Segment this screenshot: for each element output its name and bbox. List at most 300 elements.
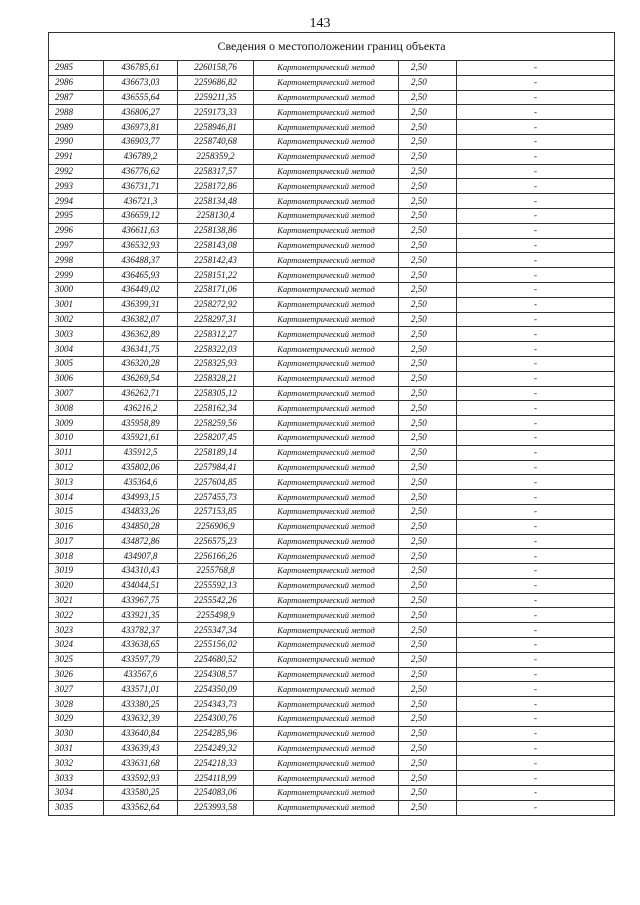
- cell-coordinate-x: 436262,71: [104, 386, 178, 401]
- cell-description: -: [457, 356, 615, 371]
- cell-coordinate-y: 2254350,09: [178, 682, 254, 697]
- cell-method: Картометрический метод: [254, 194, 399, 209]
- cell-description: -: [457, 667, 615, 682]
- cell-coordinate-y: 2257153,85: [178, 504, 254, 519]
- cell-coordinate-x: 433567,6: [104, 667, 178, 682]
- table-row: [49, 149, 615, 164]
- cell-precision: 2,50: [399, 297, 457, 312]
- cell-coordinate-x: 436465,93: [104, 268, 178, 283]
- table-row: [49, 756, 615, 771]
- cell-method: Картометрический метод: [254, 416, 399, 431]
- cell-coordinate-x: 436532,93: [104, 238, 178, 253]
- cell-precision: 2,50: [399, 90, 457, 105]
- cell-coordinate-y: 2254343,73: [178, 697, 254, 712]
- cell-coordinate-x: 434044,51: [104, 578, 178, 593]
- table-row: [49, 682, 615, 697]
- cell-method: Картометрический метод: [254, 149, 399, 164]
- cell-coordinate-x: 436785,61: [104, 61, 178, 76]
- cell-coordinate-x: 436399,31: [104, 297, 178, 312]
- cell-method: Картометрический метод: [254, 682, 399, 697]
- cell-coordinate-y: 2258171,06: [178, 282, 254, 297]
- cell-coordinate-y: 2256575,23: [178, 534, 254, 549]
- cell-point-number: 3008: [49, 401, 104, 416]
- cell-method: Картометрический метод: [254, 652, 399, 667]
- cell-coordinate-y: 2258305,12: [178, 386, 254, 401]
- table-row: [49, 504, 615, 519]
- cell-method: Картометрический метод: [254, 75, 399, 90]
- cell-coordinate-x: 436362,89: [104, 327, 178, 342]
- cell-coordinate-x: 436449,02: [104, 282, 178, 297]
- table-row: [49, 194, 615, 209]
- cell-point-number: 2986: [49, 75, 104, 90]
- cell-point-number: 3023: [49, 623, 104, 638]
- cell-point-number: 3019: [49, 564, 104, 579]
- cell-method: Картометрический метод: [254, 268, 399, 283]
- cell-method: Картометрический метод: [254, 534, 399, 549]
- cell-precision: 2,50: [399, 327, 457, 342]
- cell-description: -: [457, 460, 615, 475]
- cell-coordinate-x: 433571,01: [104, 682, 178, 697]
- cell-coordinate-x: 433640,84: [104, 726, 178, 741]
- cell-description: -: [457, 652, 615, 667]
- cell-precision: 2,50: [399, 756, 457, 771]
- cell-description: -: [457, 208, 615, 223]
- cell-method: Картометрический метод: [254, 134, 399, 149]
- cell-description: -: [457, 741, 615, 756]
- cell-method: Картометрический метод: [254, 741, 399, 756]
- cell-precision: 2,50: [399, 179, 457, 194]
- cell-precision: 2,50: [399, 238, 457, 253]
- cell-point-number: 3024: [49, 638, 104, 653]
- table-row: [49, 652, 615, 667]
- cell-coordinate-x: 433597,79: [104, 652, 178, 667]
- cell-coordinate-y: 2258322,03: [178, 342, 254, 357]
- table-row: [49, 771, 615, 786]
- cell-description: -: [457, 682, 615, 697]
- cell-coordinate-y: 2254285,96: [178, 726, 254, 741]
- cell-description: -: [457, 608, 615, 623]
- cell-coordinate-y: 2258328,21: [178, 371, 254, 386]
- cell-precision: 2,50: [399, 223, 457, 238]
- cell-point-number: 3029: [49, 712, 104, 727]
- cell-method: Картометрический метод: [254, 120, 399, 135]
- table-row: [49, 208, 615, 223]
- table-row: [49, 105, 615, 120]
- cell-description: -: [457, 253, 615, 268]
- cell-method: Картометрический метод: [254, 208, 399, 223]
- cell-point-number: 2997: [49, 238, 104, 253]
- cell-description: -: [457, 149, 615, 164]
- cell-coordinate-x: 433562,64: [104, 800, 178, 815]
- cell-coordinate-y: 2258142,43: [178, 253, 254, 268]
- cell-description: -: [457, 134, 615, 149]
- table-row: [49, 460, 615, 475]
- cell-precision: 2,50: [399, 712, 457, 727]
- table-row: [49, 490, 615, 505]
- cell-method: Картометрический метод: [254, 445, 399, 460]
- cell-coordinate-y: 2256906,9: [178, 519, 254, 534]
- cell-coordinate-x: 435921,61: [104, 430, 178, 445]
- cell-coordinate-y: 2258207,45: [178, 430, 254, 445]
- cell-precision: 2,50: [399, 490, 457, 505]
- cell-method: Картометрический метод: [254, 593, 399, 608]
- table-row: [49, 356, 615, 371]
- cell-coordinate-x: 436659,12: [104, 208, 178, 223]
- cell-method: Картометрический метод: [254, 490, 399, 505]
- cell-coordinate-y: 2258359,2: [178, 149, 254, 164]
- cell-coordinate-x: 436611,63: [104, 223, 178, 238]
- cell-precision: 2,50: [399, 652, 457, 667]
- table-row: [49, 416, 615, 431]
- table-body: [49, 61, 615, 816]
- cell-method: Картометрический метод: [254, 623, 399, 638]
- cell-coordinate-y: 2258317,57: [178, 164, 254, 179]
- cell-point-number: 2995: [49, 208, 104, 223]
- cell-coordinate-y: 2258312,27: [178, 327, 254, 342]
- cell-precision: 2,50: [399, 164, 457, 179]
- cell-coordinate-x: 436973,81: [104, 120, 178, 135]
- cell-coordinate-y: 2255156,02: [178, 638, 254, 653]
- cell-point-number: 3004: [49, 342, 104, 357]
- cell-coordinate-y: 2254118,99: [178, 771, 254, 786]
- cell-method: Картометрический метод: [254, 342, 399, 357]
- cell-description: -: [457, 238, 615, 253]
- cell-description: -: [457, 490, 615, 505]
- cell-precision: 2,50: [399, 430, 457, 445]
- table-row: [49, 401, 615, 416]
- cell-method: Картометрический метод: [254, 771, 399, 786]
- cell-precision: 2,50: [399, 682, 457, 697]
- cell-point-number: 2998: [49, 253, 104, 268]
- cell-coordinate-x: 434833,26: [104, 504, 178, 519]
- cell-point-number: 3021: [49, 593, 104, 608]
- cell-precision: 2,50: [399, 504, 457, 519]
- cell-coordinate-y: 2255768,8: [178, 564, 254, 579]
- cell-method: Картометрический метод: [254, 371, 399, 386]
- cell-method: Картометрический метод: [254, 475, 399, 490]
- cell-coordinate-x: 433592,93: [104, 771, 178, 786]
- cell-description: -: [457, 519, 615, 534]
- cell-point-number: 3017: [49, 534, 104, 549]
- cell-coordinate-x: 433782,37: [104, 623, 178, 638]
- cell-point-number: 3015: [49, 504, 104, 519]
- cell-description: -: [457, 416, 615, 431]
- table-title-row: [49, 33, 615, 61]
- cell-point-number: 2994: [49, 194, 104, 209]
- boundary-table: [48, 32, 615, 816]
- cell-precision: 2,50: [399, 312, 457, 327]
- cell-precision: 2,50: [399, 475, 457, 490]
- cell-coordinate-x: 433921,35: [104, 608, 178, 623]
- cell-precision: 2,50: [399, 800, 457, 815]
- cell-precision: 2,50: [399, 623, 457, 638]
- cell-coordinate-x: 435802,06: [104, 460, 178, 475]
- cell-method: Картометрический метод: [254, 238, 399, 253]
- table-row: [49, 475, 615, 490]
- cell-method: Картометрический метод: [254, 253, 399, 268]
- cell-point-number: 3005: [49, 356, 104, 371]
- cell-coordinate-x: 436320,28: [104, 356, 178, 371]
- cell-point-number: 3006: [49, 371, 104, 386]
- cell-precision: 2,50: [399, 667, 457, 682]
- cell-description: -: [457, 312, 615, 327]
- cell-precision: 2,50: [399, 120, 457, 135]
- cell-precision: 2,50: [399, 564, 457, 579]
- cell-coordinate-y: 2255498,9: [178, 608, 254, 623]
- cell-method: Картометрический метод: [254, 726, 399, 741]
- cell-precision: 2,50: [399, 593, 457, 608]
- cell-method: Картометрический метод: [254, 786, 399, 801]
- cell-precision: 2,50: [399, 578, 457, 593]
- cell-coordinate-x: 434993,15: [104, 490, 178, 505]
- table-row: [49, 578, 615, 593]
- cell-point-number: 2985: [49, 61, 104, 76]
- cell-coordinate-y: 2255347,34: [178, 623, 254, 638]
- cell-coordinate-y: 2254083,06: [178, 786, 254, 801]
- cell-method: Картометрический метод: [254, 564, 399, 579]
- cell-method: Картометрический метод: [254, 504, 399, 519]
- cell-coordinate-y: 2258143,08: [178, 238, 254, 253]
- table-row: [49, 327, 615, 342]
- cell-precision: 2,50: [399, 149, 457, 164]
- cell-method: Картометрический метод: [254, 608, 399, 623]
- cell-coordinate-x: 436555,64: [104, 90, 178, 105]
- table-row: [49, 667, 615, 682]
- cell-coordinate-x: 436382,07: [104, 312, 178, 327]
- cell-coordinate-x: 436731,71: [104, 179, 178, 194]
- cell-description: -: [457, 549, 615, 564]
- cell-precision: 2,50: [399, 356, 457, 371]
- cell-coordinate-y: 2254300,76: [178, 712, 254, 727]
- cell-description: -: [457, 638, 615, 653]
- cell-coordinate-x: 433632,39: [104, 712, 178, 727]
- table-row: [49, 223, 615, 238]
- cell-point-number: 3013: [49, 475, 104, 490]
- cell-point-number: 3016: [49, 519, 104, 534]
- cell-precision: 2,50: [399, 741, 457, 756]
- cell-precision: 2,50: [399, 194, 457, 209]
- cell-point-number: 3003: [49, 327, 104, 342]
- table-row: [49, 134, 615, 149]
- cell-coordinate-y: 2254218,33: [178, 756, 254, 771]
- cell-coordinate-x: 433631,68: [104, 756, 178, 771]
- cell-coordinate-y: 2258130,4: [178, 208, 254, 223]
- cell-description: -: [457, 712, 615, 727]
- cell-point-number: 3018: [49, 549, 104, 564]
- cell-precision: 2,50: [399, 268, 457, 283]
- table-row: [49, 297, 615, 312]
- cell-precision: 2,50: [399, 445, 457, 460]
- cell-coordinate-y: 2253993,58: [178, 800, 254, 815]
- cell-point-number: 3028: [49, 697, 104, 712]
- cell-coordinate-x: 436341,75: [104, 342, 178, 357]
- cell-precision: 2,50: [399, 61, 457, 76]
- cell-method: Картометрический метод: [254, 282, 399, 297]
- table-row: [49, 253, 615, 268]
- cell-description: -: [457, 756, 615, 771]
- cell-coordinate-y: 2258151,22: [178, 268, 254, 283]
- cell-coordinate-y: 2258272,92: [178, 297, 254, 312]
- cell-coordinate-x: 436269,54: [104, 371, 178, 386]
- cell-point-number: 3011: [49, 445, 104, 460]
- cell-point-number: 3026: [49, 667, 104, 682]
- table-row: [49, 164, 615, 179]
- cell-method: Картометрический метод: [254, 386, 399, 401]
- cell-description: -: [457, 430, 615, 445]
- cell-precision: 2,50: [399, 282, 457, 297]
- cell-method: Картометрический метод: [254, 460, 399, 475]
- cell-description: -: [457, 593, 615, 608]
- table-row: [49, 312, 615, 327]
- cell-method: Картометрический метод: [254, 430, 399, 445]
- cell-point-number: 3035: [49, 800, 104, 815]
- cell-description: -: [457, 327, 615, 342]
- cell-method: Картометрический метод: [254, 164, 399, 179]
- cell-coordinate-x: 434872,86: [104, 534, 178, 549]
- cell-coordinate-x: 436806,27: [104, 105, 178, 120]
- table-row: [49, 608, 615, 623]
- cell-coordinate-y: 2258297,31: [178, 312, 254, 327]
- table-row: [49, 519, 615, 534]
- cell-precision: 2,50: [399, 134, 457, 149]
- cell-coordinate-y: 2258325,93: [178, 356, 254, 371]
- cell-description: -: [457, 194, 615, 209]
- cell-coordinate-x: 433638,65: [104, 638, 178, 653]
- cell-coordinate-y: 2254249,32: [178, 741, 254, 756]
- cell-coordinate-y: 2258134,48: [178, 194, 254, 209]
- cell-precision: 2,50: [399, 401, 457, 416]
- cell-method: Картометрический метод: [254, 297, 399, 312]
- cell-method: Картометрический метод: [254, 90, 399, 105]
- cell-description: -: [457, 297, 615, 312]
- cell-precision: 2,50: [399, 253, 457, 268]
- cell-description: -: [457, 371, 615, 386]
- cell-precision: 2,50: [399, 549, 457, 564]
- table-row: [49, 445, 615, 460]
- cell-coordinate-y: 2258162,34: [178, 401, 254, 416]
- cell-coordinate-x: 433967,75: [104, 593, 178, 608]
- table-row: [49, 712, 615, 727]
- cell-description: -: [457, 179, 615, 194]
- cell-coordinate-x: 436488,37: [104, 253, 178, 268]
- cell-method: Картометрический метод: [254, 638, 399, 653]
- table-row: [49, 741, 615, 756]
- cell-description: -: [457, 623, 615, 638]
- cell-point-number: 3025: [49, 652, 104, 667]
- cell-precision: 2,50: [399, 460, 457, 475]
- cell-coordinate-x: 434907,8: [104, 549, 178, 564]
- cell-description: -: [457, 578, 615, 593]
- cell-method: Картометрический метод: [254, 223, 399, 238]
- cell-precision: 2,50: [399, 105, 457, 120]
- cell-point-number: 3022: [49, 608, 104, 623]
- table-row: [49, 386, 615, 401]
- cell-point-number: 2990: [49, 134, 104, 149]
- cell-point-number: 3031: [49, 741, 104, 756]
- cell-method: Картометрический метод: [254, 61, 399, 76]
- cell-coordinate-y: 2258138,86: [178, 223, 254, 238]
- cell-precision: 2,50: [399, 534, 457, 549]
- table-row: [49, 726, 615, 741]
- cell-precision: 2,50: [399, 697, 457, 712]
- cell-description: -: [457, 105, 615, 120]
- cell-precision: 2,50: [399, 75, 457, 90]
- cell-coordinate-y: 2258189,14: [178, 445, 254, 460]
- table-row: [49, 75, 615, 90]
- cell-description: -: [457, 223, 615, 238]
- cell-precision: 2,50: [399, 208, 457, 223]
- cell-description: -: [457, 342, 615, 357]
- cell-precision: 2,50: [399, 416, 457, 431]
- cell-precision: 2,50: [399, 726, 457, 741]
- cell-precision: 2,50: [399, 386, 457, 401]
- table-row: [49, 697, 615, 712]
- cell-point-number: 2996: [49, 223, 104, 238]
- table-row: [49, 120, 615, 135]
- cell-point-number: 2992: [49, 164, 104, 179]
- cell-description: -: [457, 268, 615, 283]
- cell-coordinate-y: 2255592,13: [178, 578, 254, 593]
- cell-description: -: [457, 800, 615, 815]
- cell-description: -: [457, 61, 615, 76]
- cell-coordinate-x: 436776,62: [104, 164, 178, 179]
- cell-point-number: 3027: [49, 682, 104, 697]
- page-number: 143: [309, 16, 331, 31]
- cell-coordinate-y: 2258946,81: [178, 120, 254, 135]
- cell-precision: 2,50: [399, 638, 457, 653]
- cell-coordinate-y: 2258259,56: [178, 416, 254, 431]
- cell-description: -: [457, 75, 615, 90]
- cell-coordinate-x: 436216,2: [104, 401, 178, 416]
- cell-precision: 2,50: [399, 608, 457, 623]
- cell-point-number: 3012: [49, 460, 104, 475]
- cell-point-number: 3000: [49, 282, 104, 297]
- cell-coordinate-y: 2259211,35: [178, 90, 254, 105]
- cell-method: Картометрический метод: [254, 578, 399, 593]
- table-row: [49, 61, 615, 76]
- table-row: [49, 593, 615, 608]
- cell-point-number: 2991: [49, 149, 104, 164]
- cell-point-number: 3014: [49, 490, 104, 505]
- cell-point-number: 3001: [49, 297, 104, 312]
- cell-method: Картометрический метод: [254, 312, 399, 327]
- cell-precision: 2,50: [399, 771, 457, 786]
- table-row: [49, 179, 615, 194]
- cell-point-number: 3010: [49, 430, 104, 445]
- cell-coordinate-x: 436673,03: [104, 75, 178, 90]
- cell-method: Картометрический метод: [254, 712, 399, 727]
- cell-point-number: 3032: [49, 756, 104, 771]
- cell-point-number: 3007: [49, 386, 104, 401]
- cell-method: Картометрический метод: [254, 697, 399, 712]
- table-row: [49, 638, 615, 653]
- cell-coordinate-x: 436789,2: [104, 149, 178, 164]
- cell-coordinate-y: 2258172,86: [178, 179, 254, 194]
- cell-coordinate-y: 2258740,68: [178, 134, 254, 149]
- cell-coordinate-x: 434310,43: [104, 564, 178, 579]
- cell-point-number: 3030: [49, 726, 104, 741]
- cell-precision: 2,50: [399, 342, 457, 357]
- cell-coordinate-x: 435912,5: [104, 445, 178, 460]
- cell-description: -: [457, 386, 615, 401]
- cell-coordinate-y: 2257604,85: [178, 475, 254, 490]
- cell-point-number: 3034: [49, 786, 104, 801]
- table-row: [49, 238, 615, 253]
- cell-precision: 2,50: [399, 519, 457, 534]
- table-title: Сведения о местоположении границ объекта: [49, 33, 615, 61]
- table-row: [49, 534, 615, 549]
- cell-method: Картометрический метод: [254, 667, 399, 682]
